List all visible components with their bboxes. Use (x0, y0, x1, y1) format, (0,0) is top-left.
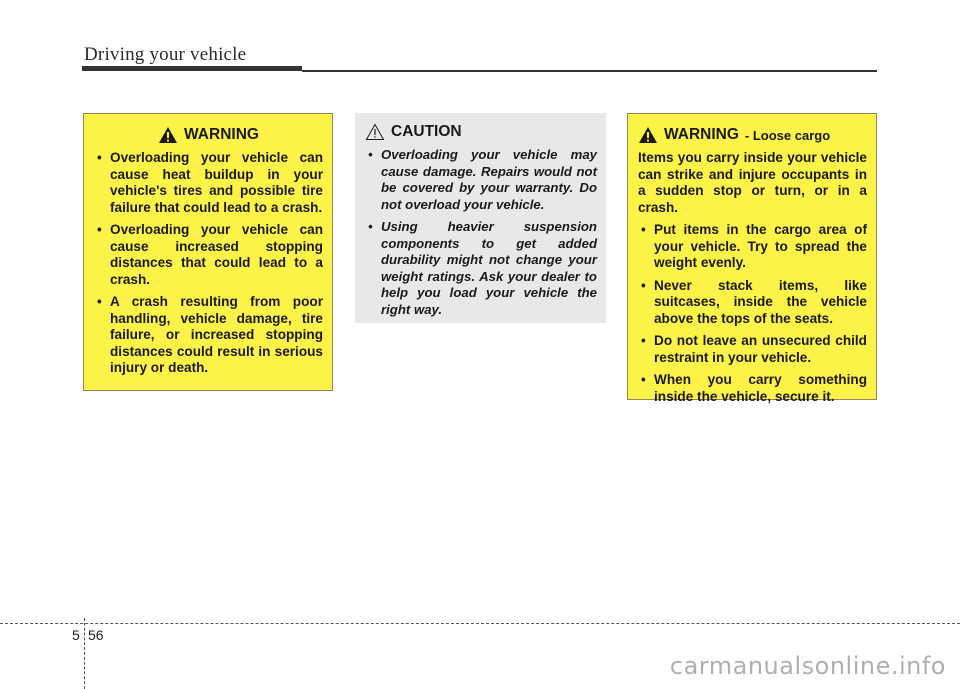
list-item: • Overloading your vehicle can cause increased stopping distances that could lead to a crash. (94, 222, 323, 288)
caution-triangle-icon (365, 123, 385, 141)
warning-list (94, 150, 323, 377)
page-header-title: Driving your vehicle (84, 44, 247, 65)
watermark: carmanualsonline.info (669, 652, 946, 680)
footer-rule (0, 623, 960, 624)
header-rule-thin (302, 70, 877, 72)
warning-triangle-icon (158, 126, 178, 144)
chapter-number: 5 (72, 627, 80, 643)
list-item: • Overloading your vehicle may cause damage. Repairs would not be covered by your warranty. Do not overload your vehicle. (365, 147, 597, 213)
footer-divider (84, 618, 85, 689)
caution-heading (365, 123, 597, 141)
warning-intro: Items you carry inside your vehicle can strike and injure occupants in a sudden stop or turn, or in a crash. (638, 150, 867, 215)
list-item: • Overloading your vehicle can cause heat buildup in your vehicle's tires and possible tire failure that could lead to a crash. (94, 150, 323, 216)
warning-subtitle: - Loose cargo (744, 127, 831, 143)
warning-list (638, 222, 867, 405)
list-item: • Using heavier suspension components to get added durability might not change your weight ratings. Ask your dealer to help you load your vehicle the right way. (365, 219, 597, 318)
warning-box-loose-cargo (627, 113, 877, 404)
warning-heading-text: WARNING (664, 126, 739, 143)
list-item: • A crash resulting from poor handling, vehicle damage, tire failure, or increased stopping distances could result in serious injury or death. (94, 294, 323, 377)
warning-box-overloading (83, 113, 333, 391)
list-item: • When you carry something inside the vehicle, secure it. (638, 372, 867, 405)
warning-triangle-icon (638, 126, 658, 144)
list-item: • Never stack items, like suitcases, inside the vehicle above the tops of the seats. (638, 278, 867, 328)
caution-box-overloading (355, 113, 606, 323)
warning-heading (94, 126, 323, 144)
warning-heading (638, 126, 867, 144)
caution-list (365, 147, 597, 318)
warning-heading-text: WARNING (184, 126, 259, 143)
header-rule-thick (82, 66, 302, 71)
caution-heading-text: CAUTION (391, 123, 462, 140)
page-number: 56 (88, 627, 104, 643)
list-item: • Put items in the cargo area of your vehicle. Try to spread the weight evenly. (638, 222, 867, 272)
list-item: • Do not leave an unsecured child restraint in your vehicle. (638, 333, 867, 366)
